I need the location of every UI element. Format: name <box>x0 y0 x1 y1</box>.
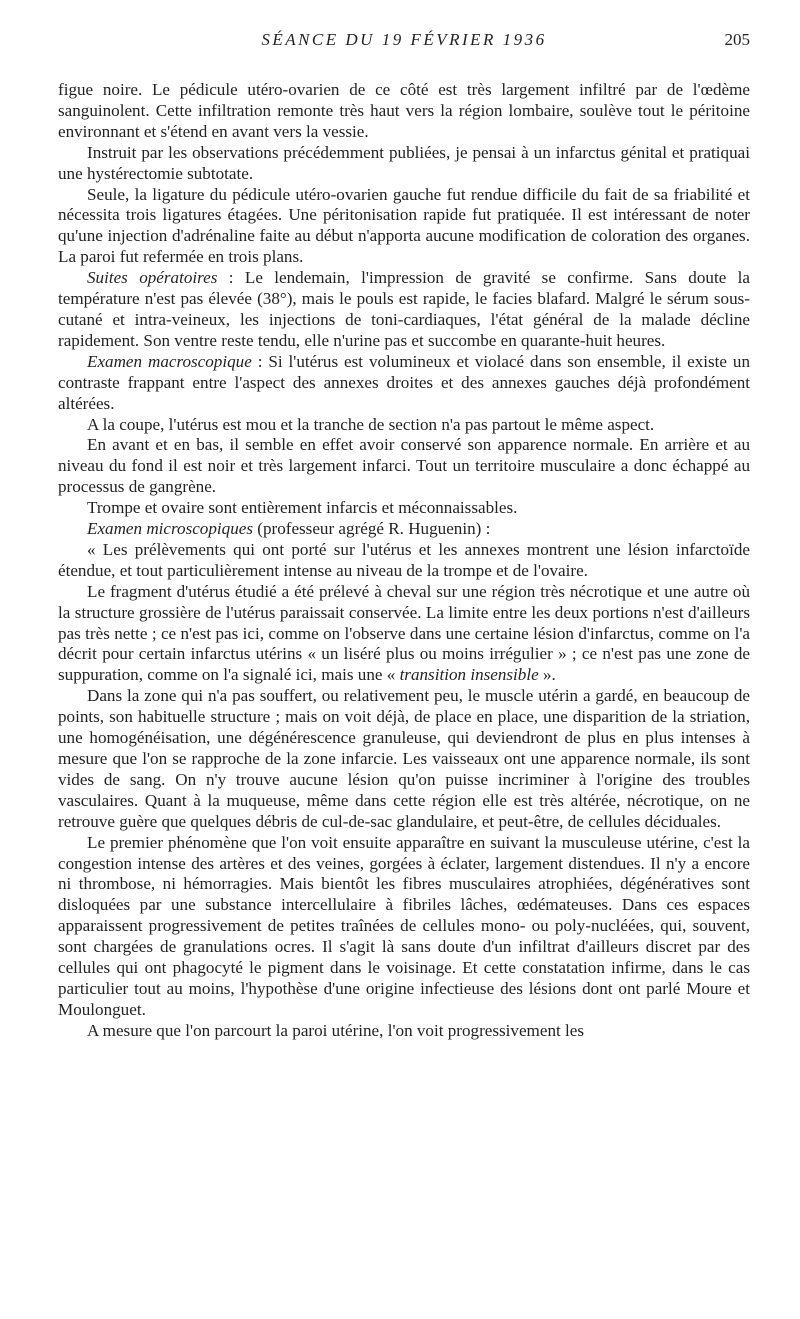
paragraph <box>58 143 750 185</box>
paragraph-text: Dans la zone qui n'a pas souffert, ou relativement peu, le muscle utérin a gardé, en beaucoup de points, son habituelle structure ; mais on voit déjà, de place en place, une disparition de la striation, une homogénéisation, une dégénérescence granuleuse, qui deviendront de plus en plus intenses à mesure que l'on se rapproche de la zone infarcie. Les vaisseaux ont une apparence normale, ils sont vides de sang. On n'y trouve aucune lésion qu'on puisse incriminer à l'origine des troubles vasculaires. Quant à la muqueuse, même dans cette région elle est très altérée, nécrotique, on ne retrouve guère que quelques débris de cul-de-sac glandulaire, et peut-être, de cellules déciduales. <box>58 686 750 831</box>
paragraph <box>58 498 750 519</box>
section-lead: Examen macroscopique <box>87 351 252 371</box>
paragraph <box>58 435 750 498</box>
section-lead: Examen microscopiques <box>87 519 253 539</box>
paragraph <box>58 519 750 540</box>
running-title: SÉANCE DU 19 FÉVRIER 1936 <box>261 30 547 49</box>
paragraph-text: Le fragment d'utérus étudié a été prélevé à cheval sur une région très nécrotique et une autre où la structure grossière de l'utérus paraissait conservée. La limite entre les deux portions n'est d'ailleurs pas très nette ; ce n'est pas ici, comme on l'observe dans une certaine lésion d'infarctus, comme on l'a décrit pour certain infarctus utérins « un liséré plus ou moins irrégulier » ; ce n'est pas une zone de suppuration, comme on l'a signalé ici, mais une « <box>58 581 750 685</box>
paragraph-text: : Le lendemain, l'impression de gravité se confirme. Sans doute la température n'est pas élevée (38°), mais le pouls est rapide, le facies blafard. Malgré le sérum sous-cutané et intra-veineux, les injections de toni-cardiaques, l'état général de la malade décline rapidement. Son ventre reste tendu, elle n'urine pas et succombe en quarante-huit heures. <box>58 268 750 350</box>
paragraph <box>58 352 750 415</box>
paragraph-text: figue noire. Le pédicule utéro-ovarien de ce côté est très largement infiltré par de l'œdème sanguinolent. Cette infiltration remonte très haut vers la région lombaire, soulève tout le péritoine environnant et s'étend en avant vers la vessie. <box>58 80 750 141</box>
paragraph <box>58 833 750 1021</box>
paragraph-text: Seule, la ligature du pédicule utéro-ovarien gauche fut rendue difficile du fait de sa friabilité et nécessita trois ligatures étagées. Une péritonisation rapide fut pratiquée. Il est intéressant de noter qu'une injection d'adrénaline faite au début n'apporta aucune modification de coloration des organes. La paroi fut refermée en trois plans. <box>58 184 750 267</box>
paragraph-text: « Les prélèvements qui ont porté sur l'utérus et les annexes montrent une lésion infarctoïde étendue, et tout particulièrement intense au niveau de la trompe et de l'ovaire. <box>58 539 750 580</box>
paragraph <box>58 1021 750 1042</box>
italic-phrase: transition insensible <box>399 665 539 685</box>
paragraph-text: (professeur agrégé R. Huguenin) : <box>253 519 491 539</box>
page-header <box>58 30 750 54</box>
paragraph <box>58 268 750 352</box>
paragraph-tail: ». <box>538 665 556 685</box>
paragraph-text: En avant et en bas, il semble en effet avoir conservé son apparence normale. En arrière et au niveau du fond il est noir et très largement infarci. Tout un territoire musculaire a donc échappé au processus de gangrène. <box>58 435 750 497</box>
paragraph <box>58 540 750 582</box>
paragraph-text: : Si l'utérus est volumineux et violacé dans son ensemble, il existe un contraste frappant entre l'aspect des annexes droites et des annexes gauches déjà profondément altérées. <box>58 351 750 413</box>
section-lead: Suites opératoires <box>87 268 218 288</box>
paragraph-text: Instruit par les observations précédemment publiées, je pensai à un infarctus génital et pratiquai une hystérectomie subtotate. <box>58 142 750 183</box>
body-text <box>58 80 750 1042</box>
paragraph-text: Trompe et ovaire sont entièrement infarcis et méconnaissables. <box>87 498 518 518</box>
paragraph-text: A mesure que l'on parcourt la paroi utérine, l'on voit progressivement les <box>87 1020 584 1040</box>
paragraph <box>58 185 750 269</box>
page-number: 205 <box>724 30 750 49</box>
paragraph <box>58 80 750 143</box>
paragraph <box>58 582 750 687</box>
paragraph-text: A la coupe, l'utérus est mou et la tranche de section n'a pas partout le même aspect. <box>87 414 655 434</box>
paragraph <box>58 686 750 832</box>
paragraph-text: Le premier phénomène que l'on voit ensuite apparaître en suivant la musculeuse utérine, c'est la congestion intense des artères et des veines, gorgées à éclater, largement distendues. Il n'y a encore ni thrombose, ni hémorragies. Mais bientôt les fibres musculaires atrophiées, dégénératives sont disloquées par une substance intercellulaire à fibriles lâches, œdémateuses. Dans ces espaces apparaissent progressivement de petites traînées de cellules mono- ou poly-nucléées, qui, souvent, sont chargées de granulations ocres. Il s'agit là sans doute d'un infiltrat d'ailleurs discret par des cellules qui ont phagocyté le pigment dans le voisinage. Et cette constatation infirme, dans le cas particulier tout au moins, l'hypothèse d'une origine infectieuse des lésions dont ont parlé Moure et Moulonguet. <box>58 832 750 1019</box>
paragraph <box>58 415 750 436</box>
